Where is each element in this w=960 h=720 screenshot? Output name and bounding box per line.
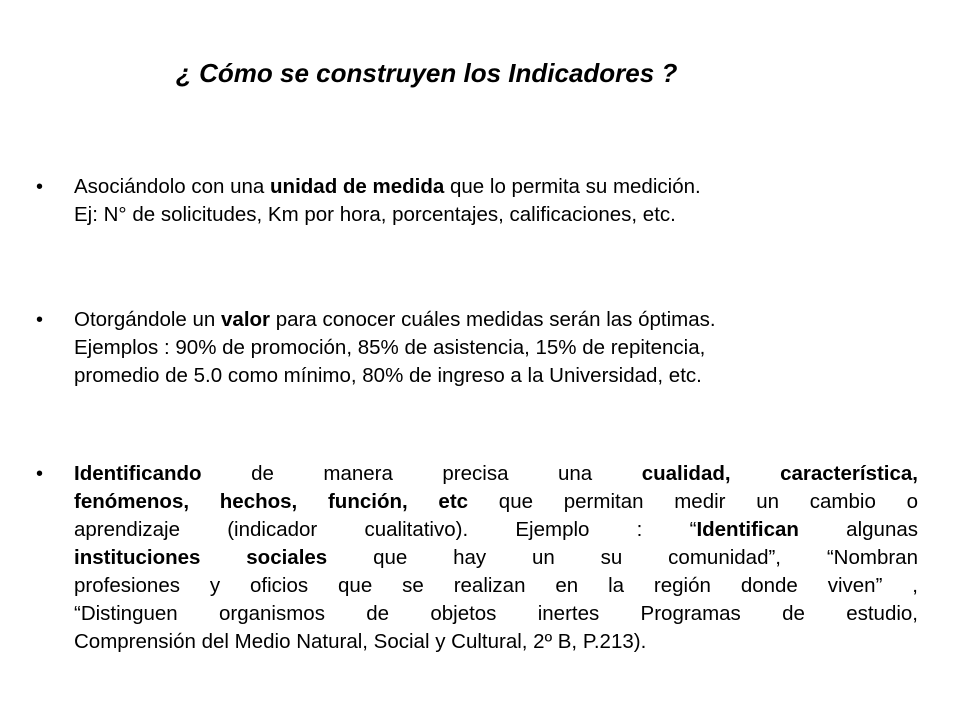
text-line <box>74 488 918 516</box>
bold-text: instituciones sociales <box>74 546 328 569</box>
bold-text: cualidad, <box>641 462 731 485</box>
bold-text: Identificando <box>74 462 202 485</box>
text-run: Ej: N° de solicitudes, Km por hora, porcentajes, calificaciones, etc. <box>74 203 676 226</box>
text-line <box>74 362 918 390</box>
text-line <box>74 516 918 544</box>
bold-text: valor <box>221 308 271 331</box>
text-run: Ejemplos : 90% de promoción, 85% de asistencia, 15% de repitencia, <box>74 336 706 359</box>
bullet-text <box>74 306 918 390</box>
slide-title: ¿ Cómo se construyen los Indicadores ? <box>176 58 678 88</box>
text-run: algunas <box>798 518 918 541</box>
text-line <box>74 334 918 362</box>
bullet-icon: • <box>36 463 44 485</box>
text-run: “Distinguen organismos de objetos inertes Programas de estudio, <box>74 602 918 625</box>
text-line <box>74 173 918 201</box>
text-line <box>74 628 918 656</box>
bold-text: característica, <box>780 462 918 485</box>
text-run: Asociándolo con una <box>74 175 271 198</box>
text-run: que permitan medir un cambio o <box>468 490 918 513</box>
text-run: Otorgándole un <box>74 308 222 331</box>
text-line <box>74 201 918 229</box>
text-run <box>731 462 781 485</box>
text-run: que hay un su comunidad”, “Nombran <box>327 546 918 569</box>
text-run: aprendizaje (indicador cualitativo). Ejemplo : “ <box>74 518 697 541</box>
text-line <box>74 306 918 334</box>
text-line <box>74 572 918 600</box>
bullet-icon: • <box>36 176 44 198</box>
text-line <box>74 544 918 572</box>
text-line <box>74 600 918 628</box>
text-run: promedio de 5.0 como mínimo, 80% de ingreso a la Universidad, etc. <box>74 364 702 387</box>
bullet-text <box>74 173 918 229</box>
text-run: para conocer cuáles medidas serán las óptimas. <box>270 308 716 331</box>
text-run: profesiones y oficios que se realizan en la región donde viven” , <box>74 574 918 597</box>
bullet-icon: • <box>36 309 44 331</box>
text-run: que lo permita su medición. <box>444 175 701 198</box>
bullet-text <box>74 460 918 656</box>
text-line <box>74 460 918 488</box>
text-run: de manera precisa una <box>201 462 642 485</box>
bold-text: Identifican <box>696 518 799 541</box>
bold-text: fenómenos, hechos, función, etc <box>74 490 469 513</box>
bold-text: unidad de medida <box>270 175 445 198</box>
text-run: Comprensión del Medio Natural, Social y Cultural, 2º B, P.213). <box>74 630 647 653</box>
